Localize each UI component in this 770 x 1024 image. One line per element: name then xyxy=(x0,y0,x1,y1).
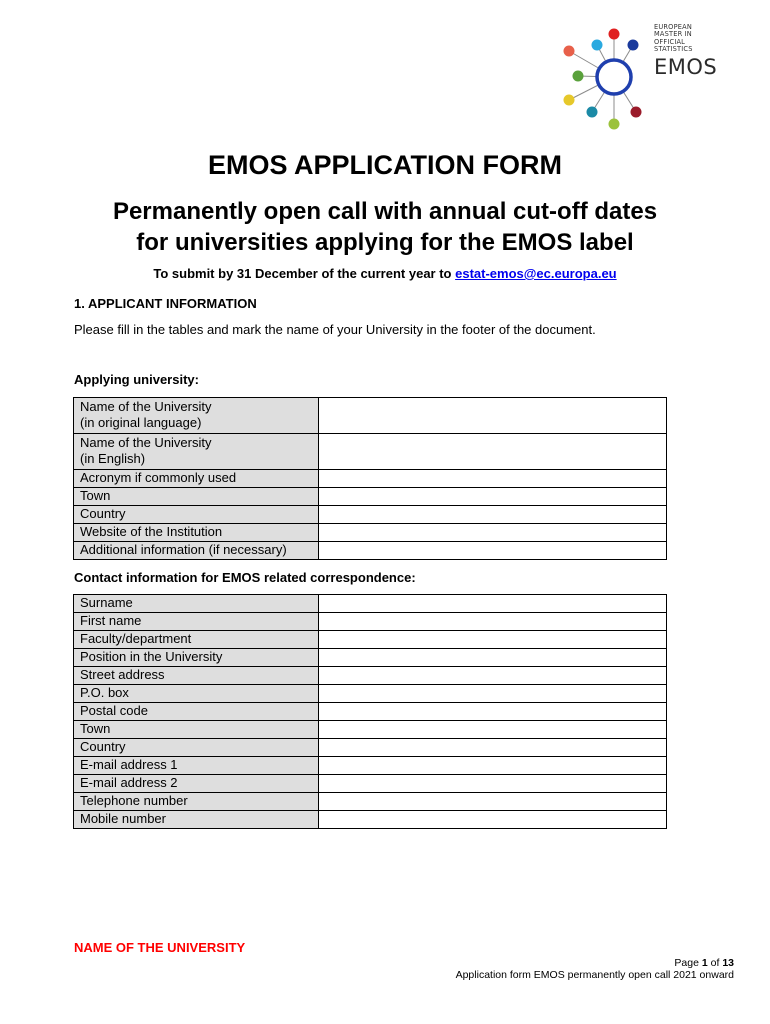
field-input[interactable] xyxy=(319,613,667,631)
field-input[interactable] xyxy=(319,506,667,524)
table-row xyxy=(74,398,667,434)
field-label: Website of the Institution xyxy=(74,524,319,542)
logo-dot-navy xyxy=(628,40,639,51)
field-input[interactable] xyxy=(319,685,667,703)
page-total: 13 xyxy=(722,957,734,969)
field-input[interactable] xyxy=(319,811,667,829)
table-row xyxy=(74,685,667,703)
label-line: Name of the University xyxy=(80,399,212,414)
field-label xyxy=(74,398,319,434)
page-number xyxy=(674,957,734,969)
instructions-text: Please fill in the tables and mark the name of your University in the footer of the document. xyxy=(74,322,596,337)
contact-information-label: Contact information for EMOS related correspondence: xyxy=(74,570,416,585)
field-label: Position in the University xyxy=(74,649,319,667)
field-label: Mobile number xyxy=(74,811,319,829)
logo-line: MASTER IN xyxy=(654,30,692,39)
logo-dot-red xyxy=(609,29,620,40)
table-row xyxy=(74,667,667,685)
label-line: (in English) xyxy=(80,451,146,466)
email-link[interactable]: estat-emos@ec.europa.eu xyxy=(455,266,617,281)
page-of: of xyxy=(707,957,723,969)
field-label: Telephone number xyxy=(74,793,319,811)
submission-note xyxy=(0,266,770,281)
field-input[interactable] xyxy=(319,757,667,775)
table-row xyxy=(74,811,667,829)
field-input[interactable] xyxy=(319,703,667,721)
logo-dot-salmon xyxy=(564,46,575,57)
page-current: 1 xyxy=(701,957,708,969)
page-label: Page xyxy=(674,957,702,969)
field-input[interactable] xyxy=(319,793,667,811)
field-input[interactable] xyxy=(319,775,667,793)
field-label: Surname xyxy=(74,595,319,613)
subtitle-line: for universities applying for the EMOS label xyxy=(136,229,634,256)
field-input[interactable] xyxy=(319,631,667,649)
footer-document-line: Application form EMOS permanently open call 2021 onward xyxy=(455,969,734,981)
field-input[interactable] xyxy=(319,470,667,488)
table-row xyxy=(74,613,667,631)
logo-dot-lime xyxy=(609,119,620,130)
section-title: 1. APPLICANT INFORMATION xyxy=(74,296,257,311)
table-row xyxy=(74,470,667,488)
logo-ring xyxy=(597,60,631,94)
field-label: E-mail address 1 xyxy=(74,757,319,775)
logo-dot-teal xyxy=(587,107,598,118)
logo-line: OFFICIAL xyxy=(654,37,686,46)
table-row xyxy=(74,775,667,793)
footer-university-name: NAME OF THE UNIVERSITY xyxy=(74,940,246,955)
field-input[interactable] xyxy=(319,595,667,613)
logo-brand: EMOS xyxy=(654,54,718,79)
table-row xyxy=(74,542,667,560)
table-row xyxy=(74,793,667,811)
applying-university-table xyxy=(73,397,667,560)
field-input[interactable] xyxy=(319,542,667,560)
field-label: P.O. box xyxy=(74,685,319,703)
logo-dot-maroon xyxy=(631,107,642,118)
table-row xyxy=(74,757,667,775)
field-label: Acronym if commonly used xyxy=(74,470,319,488)
field-label: Country xyxy=(74,739,319,757)
field-input[interactable] xyxy=(319,721,667,739)
logo-line: EUROPEAN xyxy=(654,23,692,31)
table-row xyxy=(74,434,667,470)
field-label: Faculty/department xyxy=(74,631,319,649)
submission-text: To submit by 31 December of the current year to xyxy=(153,266,456,281)
applying-university-label: Applying university: xyxy=(74,372,199,387)
logo-dot-cyan xyxy=(592,40,603,51)
field-input[interactable] xyxy=(319,649,667,667)
field-label: Additional information (if necessary) xyxy=(74,542,319,560)
field-label: E-mail address 2 xyxy=(74,775,319,793)
label-line: (in original language) xyxy=(80,415,202,430)
field-input[interactable] xyxy=(319,667,667,685)
field-label: Street address xyxy=(74,667,319,685)
label-line: Name of the University xyxy=(80,435,212,450)
table-row xyxy=(74,649,667,667)
logo-wordmark xyxy=(654,24,717,78)
table-row xyxy=(74,721,667,739)
table-row xyxy=(74,488,667,506)
field-label: Country xyxy=(74,506,319,524)
document-subtitle xyxy=(60,196,710,258)
field-input[interactable] xyxy=(319,434,667,470)
field-input[interactable] xyxy=(319,739,667,757)
logo-dot-green xyxy=(573,71,584,82)
field-label: Postal code xyxy=(74,703,319,721)
logo-line: STATISTICS xyxy=(654,45,693,54)
field-input[interactable] xyxy=(319,488,667,506)
document-title: EMOS APPLICATION FORM xyxy=(208,150,562,180)
table-row xyxy=(74,631,667,649)
table-row xyxy=(74,506,667,524)
field-input[interactable] xyxy=(319,398,667,434)
field-label xyxy=(74,434,319,470)
field-input[interactable] xyxy=(319,524,667,542)
table-row xyxy=(74,739,667,757)
field-label: Town xyxy=(74,721,319,739)
field-label: Town xyxy=(74,488,319,506)
subtitle-line: Permanently open call with annual cut-off dates xyxy=(112,198,658,225)
table-row xyxy=(74,703,667,721)
logo-dot-yellow xyxy=(564,95,575,106)
field-label: First name xyxy=(74,613,319,631)
table-row xyxy=(74,524,667,542)
table-row xyxy=(74,595,667,613)
contact-information-table xyxy=(73,594,667,829)
